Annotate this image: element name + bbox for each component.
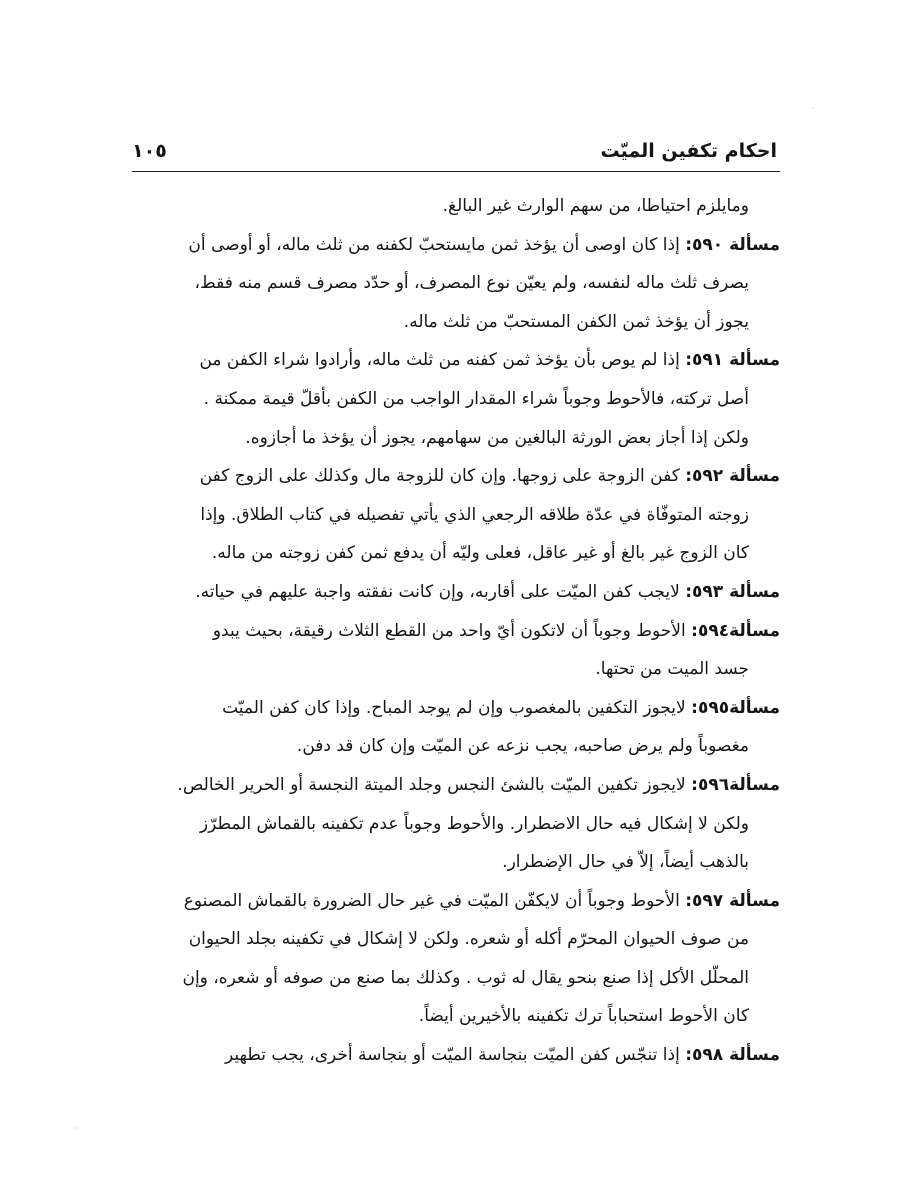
line-text: كفن الزوجة على زوجها. وإن كان للزوجة مال وكذلك على الزوج كفن bbox=[199, 466, 686, 487]
scan-speck: · bbox=[812, 104, 815, 113]
line-text: من صوف الحيوان المحرّم أكله أو شعره. ولكن لا إشكال في تكفينه بجلد الحيوان bbox=[188, 929, 749, 950]
line-text: لايجب كفن الميّت على أقاربه، وإن كانت نفقته واجبة عليهم في حياته. bbox=[195, 581, 686, 602]
masala-line bbox=[132, 689, 780, 728]
masala-number: مسألة ٥٩٢: bbox=[685, 466, 780, 487]
text-line bbox=[132, 997, 780, 1036]
line-text: بالذهب أيضاً، إلاّ في حال الإضطرار. bbox=[502, 852, 749, 873]
masala-number: مسألة٥٩٦: bbox=[691, 774, 780, 795]
line-text: أصل تركته، فالأحوط وجوباً شراء المقدار الواجب من الكفن بأقلّ قيمة ممكنة . bbox=[203, 388, 749, 409]
chapter-title: احكام تكفين الميّت bbox=[600, 140, 777, 162]
text-line bbox=[132, 303, 780, 342]
line-text: زوجته المتوفّاة في عدّة طلاقه الرجعي الذي يأتي تفصيله في كتاب الطلاق. وإذا bbox=[200, 504, 749, 525]
masala-number: مسألة ٥٩٧: bbox=[685, 890, 780, 911]
masala-line bbox=[132, 457, 780, 496]
line-text: جسد الميت من تحتها. bbox=[595, 659, 749, 680]
text-line bbox=[132, 187, 780, 226]
text-line bbox=[132, 534, 780, 573]
line-text: إذا لم يوص بأن يؤخذ ثمن كفنه من ثلث ماله، وأرادوا شراء الكفن من bbox=[199, 350, 686, 371]
running-header bbox=[132, 140, 777, 170]
masala-number: مسألة ٥٩٨: bbox=[685, 1045, 780, 1066]
masala-number: مسألة ٥٩٠: bbox=[685, 234, 780, 255]
masala-line bbox=[132, 612, 780, 651]
line-text: يجوز أن يؤخذ ثمن الكفن المستحبّ من ثلث ماله. bbox=[403, 311, 749, 332]
masala-number: مسألة ٥٩١: bbox=[685, 350, 780, 371]
line-text: ولكن لا إشكال فيه حال الاضطرار. والأحوط وجوباً عدم تكفينه بالقماش المطرّز bbox=[199, 813, 749, 834]
masala-line bbox=[132, 341, 780, 380]
masala-line bbox=[132, 766, 780, 805]
line-text: كان الأحوط استحباباً ترك تكفينه بالأخيرين أيضاً. bbox=[418, 1006, 749, 1027]
page-number: ١٠٥ bbox=[132, 140, 167, 162]
text-line bbox=[132, 650, 780, 689]
masala-line bbox=[132, 226, 780, 265]
text-line bbox=[132, 264, 780, 303]
masala-line bbox=[132, 573, 780, 612]
line-text: مغصوباً ولم يرض صاحبه، يجب نزعه عن الميّت وإن كان قد دفن. bbox=[296, 736, 749, 757]
masala-line bbox=[132, 882, 780, 921]
line-text: كان الزوج غير بالغ أو غير عاقل، فعلى وليّه أن يدفع ثمن كفن زوجته من ماله. bbox=[211, 543, 749, 564]
line-text: الأحوط وجوباً أن لاتكون أيّ واحد من القطع الثلاث رقيقة، بحيث يبدو bbox=[212, 620, 692, 641]
line-text: ومايلزم احتياطا، من سهم الوارث غير البالغ. bbox=[442, 196, 749, 216]
masala-number: مسألة٥٩٥: bbox=[691, 697, 780, 718]
line-text: المحلّل الأكل إذا صنع بنحو يقال له ثوب . وكذلك بما صنع من صوفه أو شعره، وإن bbox=[182, 967, 749, 988]
masala-number: مسألة٥٩٤: bbox=[691, 620, 780, 641]
text-line bbox=[132, 959, 780, 998]
line-text: لايجوز التكفين بالمغصوب وإن لم يوجد المباح. وإذا كان كفن الميّت bbox=[222, 697, 692, 718]
line-text: إذا تنجّس كفن الميّت بنجاسة الميّت أو بنجاسة أخرى، يجب تطهير bbox=[225, 1045, 686, 1066]
masala-line bbox=[132, 1036, 780, 1075]
text-line bbox=[132, 380, 780, 419]
line-text: لايجوز تكفين الميّت بالشئ النجس وجلد الميتة النجسة أو الحرير الخالص. bbox=[177, 774, 692, 795]
text-line bbox=[132, 727, 780, 766]
line-text: الأحوط وجوباً أن لايكفّن الميّت في غير حال الضرورة بالقماش المصنوع bbox=[183, 890, 686, 911]
text-line bbox=[132, 843, 780, 882]
scan-speck: · bbox=[74, 1124, 77, 1133]
text-line bbox=[132, 419, 780, 458]
text-line bbox=[132, 496, 780, 535]
line-text: إذا كان اوصى أن يؤخذ ثمن مايستحبّ لكفنه من ثلث ماله، أو أوصى أن bbox=[188, 234, 686, 255]
line-text: يصرف ثلث ماله لنفسه، ولم يعيّن نوع المصرف، أو حدّد مصرف قسم منه فقط، bbox=[194, 273, 749, 294]
masala-number: مسألة ٥٩٣: bbox=[685, 581, 780, 602]
header-divider bbox=[132, 171, 780, 172]
text-line bbox=[132, 805, 780, 844]
text-line bbox=[132, 920, 780, 959]
line-text: ولكن إذا أجاز بعض الورثة البالغين من سهامهم، يجوز أن يؤخذ ما أجازوه. bbox=[245, 427, 749, 448]
body-text bbox=[132, 187, 780, 1075]
